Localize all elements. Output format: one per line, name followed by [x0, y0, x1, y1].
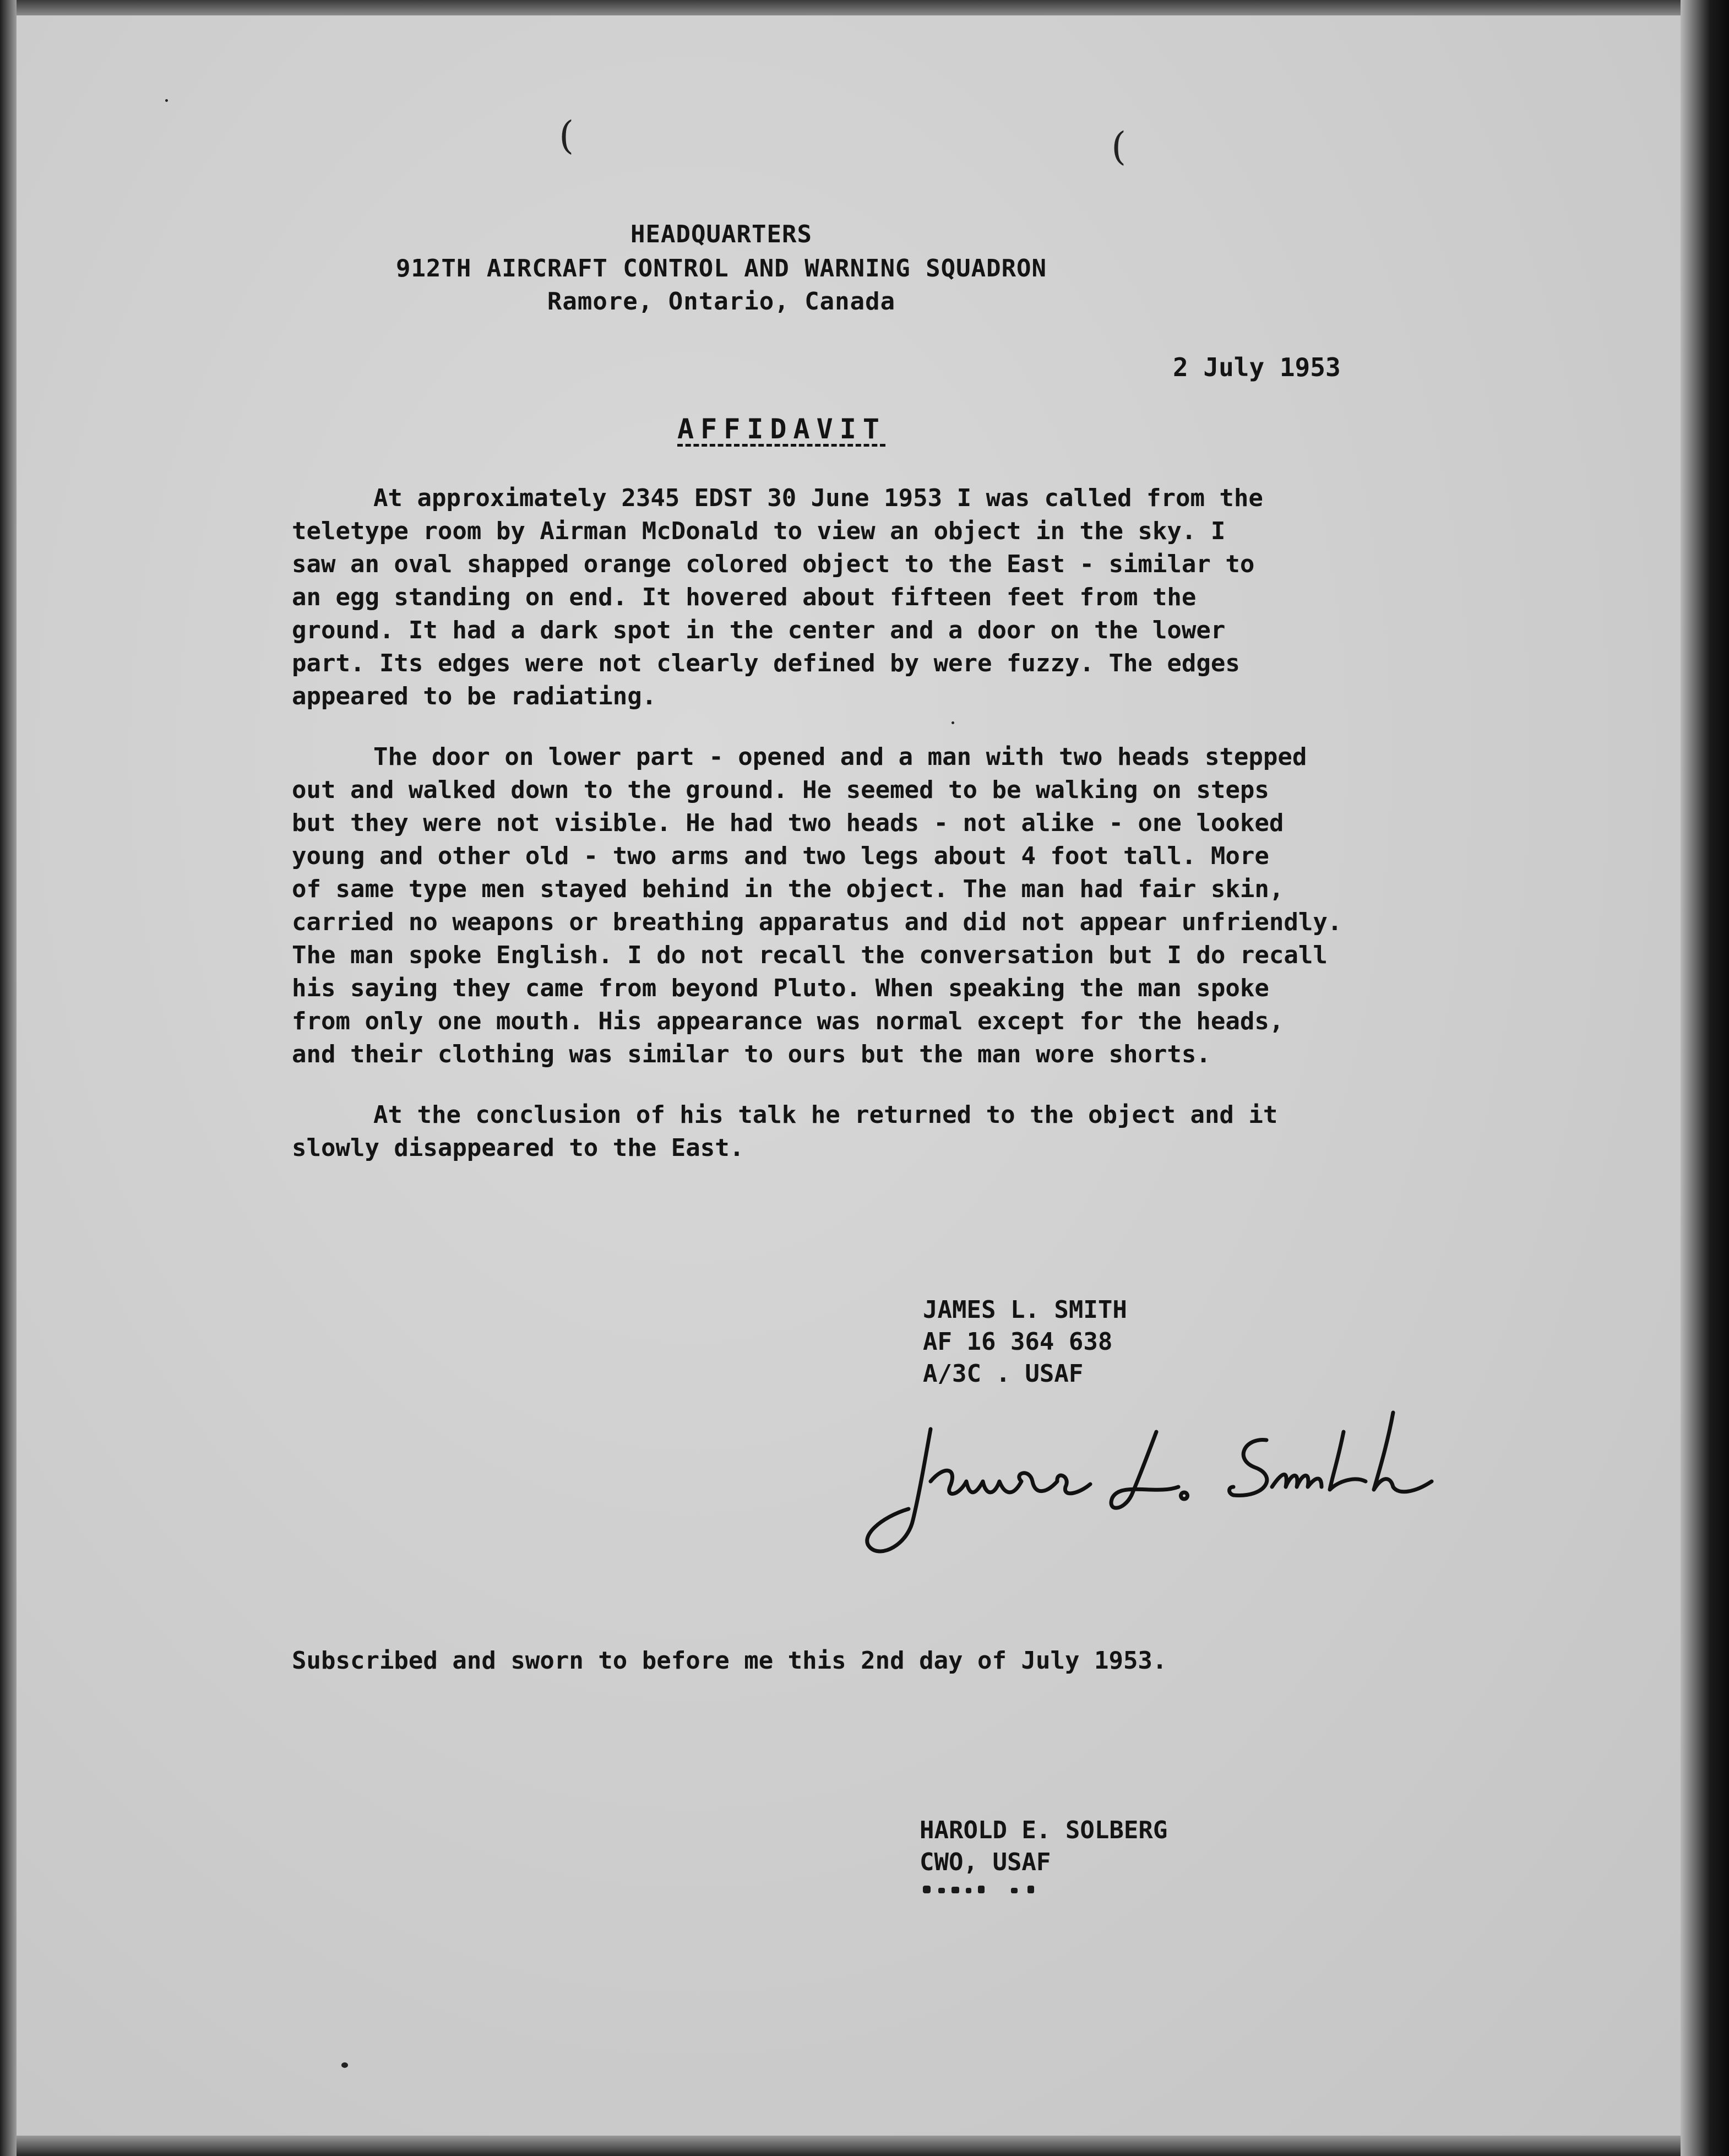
paragraph-1-line: part. Its edges were not clearly defined by were fuzzy. The edges [292, 649, 1240, 677]
film-edge-bottom [0, 2136, 1729, 2156]
paragraph-2-line: carried no weapons or breathing apparatus and did not appear unfriendly. [292, 908, 1342, 936]
document-title: AFFIDAVIT [677, 413, 886, 445]
officer-name: HAROLD E. SOLBERG [920, 1816, 1168, 1844]
binder-hole-mark-left: ( [559, 113, 574, 158]
paragraph-2-line: young and other old - two arms and two legs about 4 foot tall. More [292, 842, 1269, 870]
paragraph-1-line: saw an oval shapped orange colored object to the East - similar to [292, 550, 1255, 578]
paragraph-2-line: and their clothing was similar to ours but the man wore shorts. [292, 1040, 1211, 1068]
handwritten-signature [848, 1399, 1454, 1564]
signer-name: JAMES L. SMITH [923, 1296, 1127, 1324]
paragraph-3-line: slowly disappeared to the East. [292, 1134, 744, 1162]
paragraph-2-line: his saying they came from beyond Pluto. When speaking the man spoke [292, 974, 1269, 1002]
paragraph-2-line: but they were not visible. He had two heads - not alike - one looked [292, 809, 1284, 837]
paragraph-3-line: At the conclusion of his talk he returned to the object and it [373, 1101, 1278, 1129]
header-line-2: 912TH AIRCRAFT CONTROL AND WARNING SQUADRON [395, 254, 1047, 283]
signer-serial: AF 16 364 638 [923, 1328, 1113, 1356]
sworn-statement: Subscribed and sworn to before me this 2nd day of July 1953. [292, 1647, 1167, 1675]
paragraph-1-line: an egg standing on end. It hovered about fifteen feet from the [292, 583, 1197, 611]
paragraph-2-line: out and walked down to the ground. He seemed to be walking on steps [292, 776, 1269, 804]
officer-title: CWO, USAF [920, 1848, 1051, 1876]
film-edge-right [1681, 0, 1729, 2156]
signer-rank: A/3C . USAF [923, 1360, 1084, 1388]
film-edge-top [0, 0, 1729, 15]
paragraph-1-line: ground. It had a dark spot in the center and a door on the lower [292, 616, 1226, 644]
paragraph-1-line: At approximately 2345 EDST 30 June 1953 I was called from the [373, 484, 1263, 512]
film-edge-left [0, 0, 17, 2156]
header-line-3: Ramore, Ontario, Canada [547, 287, 896, 316]
signer-block [923, 1294, 1127, 1390]
film-speck [952, 721, 954, 724]
paragraph-2-line: from only one mouth. His appearance was normal except for the heads, [292, 1007, 1284, 1035]
header-line-1: HEADQUARTERS [630, 220, 812, 248]
film-speck [165, 99, 168, 102]
paragraph-2-line: The door on lower part - opened and a man with two heads stepped [373, 743, 1307, 771]
paragraph-2-line: of same type men stayed behind in the object. The man had fair skin, [292, 875, 1284, 903]
paragraph-1 [292, 482, 1503, 713]
document-date: 2 July 1953 [1173, 352, 1341, 382]
cut-off-text-fragment [923, 1883, 1055, 1896]
film-speck [341, 2062, 348, 2068]
paragraph-1-line: appeared to be radiating. [292, 682, 657, 710]
paragraph-2 [292, 741, 1503, 1071]
paragraph-3 [292, 1099, 1503, 1165]
binder-hole-mark-right: ( [1111, 124, 1127, 169]
officer-block [920, 1815, 1167, 1878]
paragraph-2-line: The man spoke English. I do not recall the conversation but I do recall [292, 941, 1328, 969]
paragraph-1-line: teletype room by Airman McDonald to view an object in the sky. I [292, 517, 1226, 545]
